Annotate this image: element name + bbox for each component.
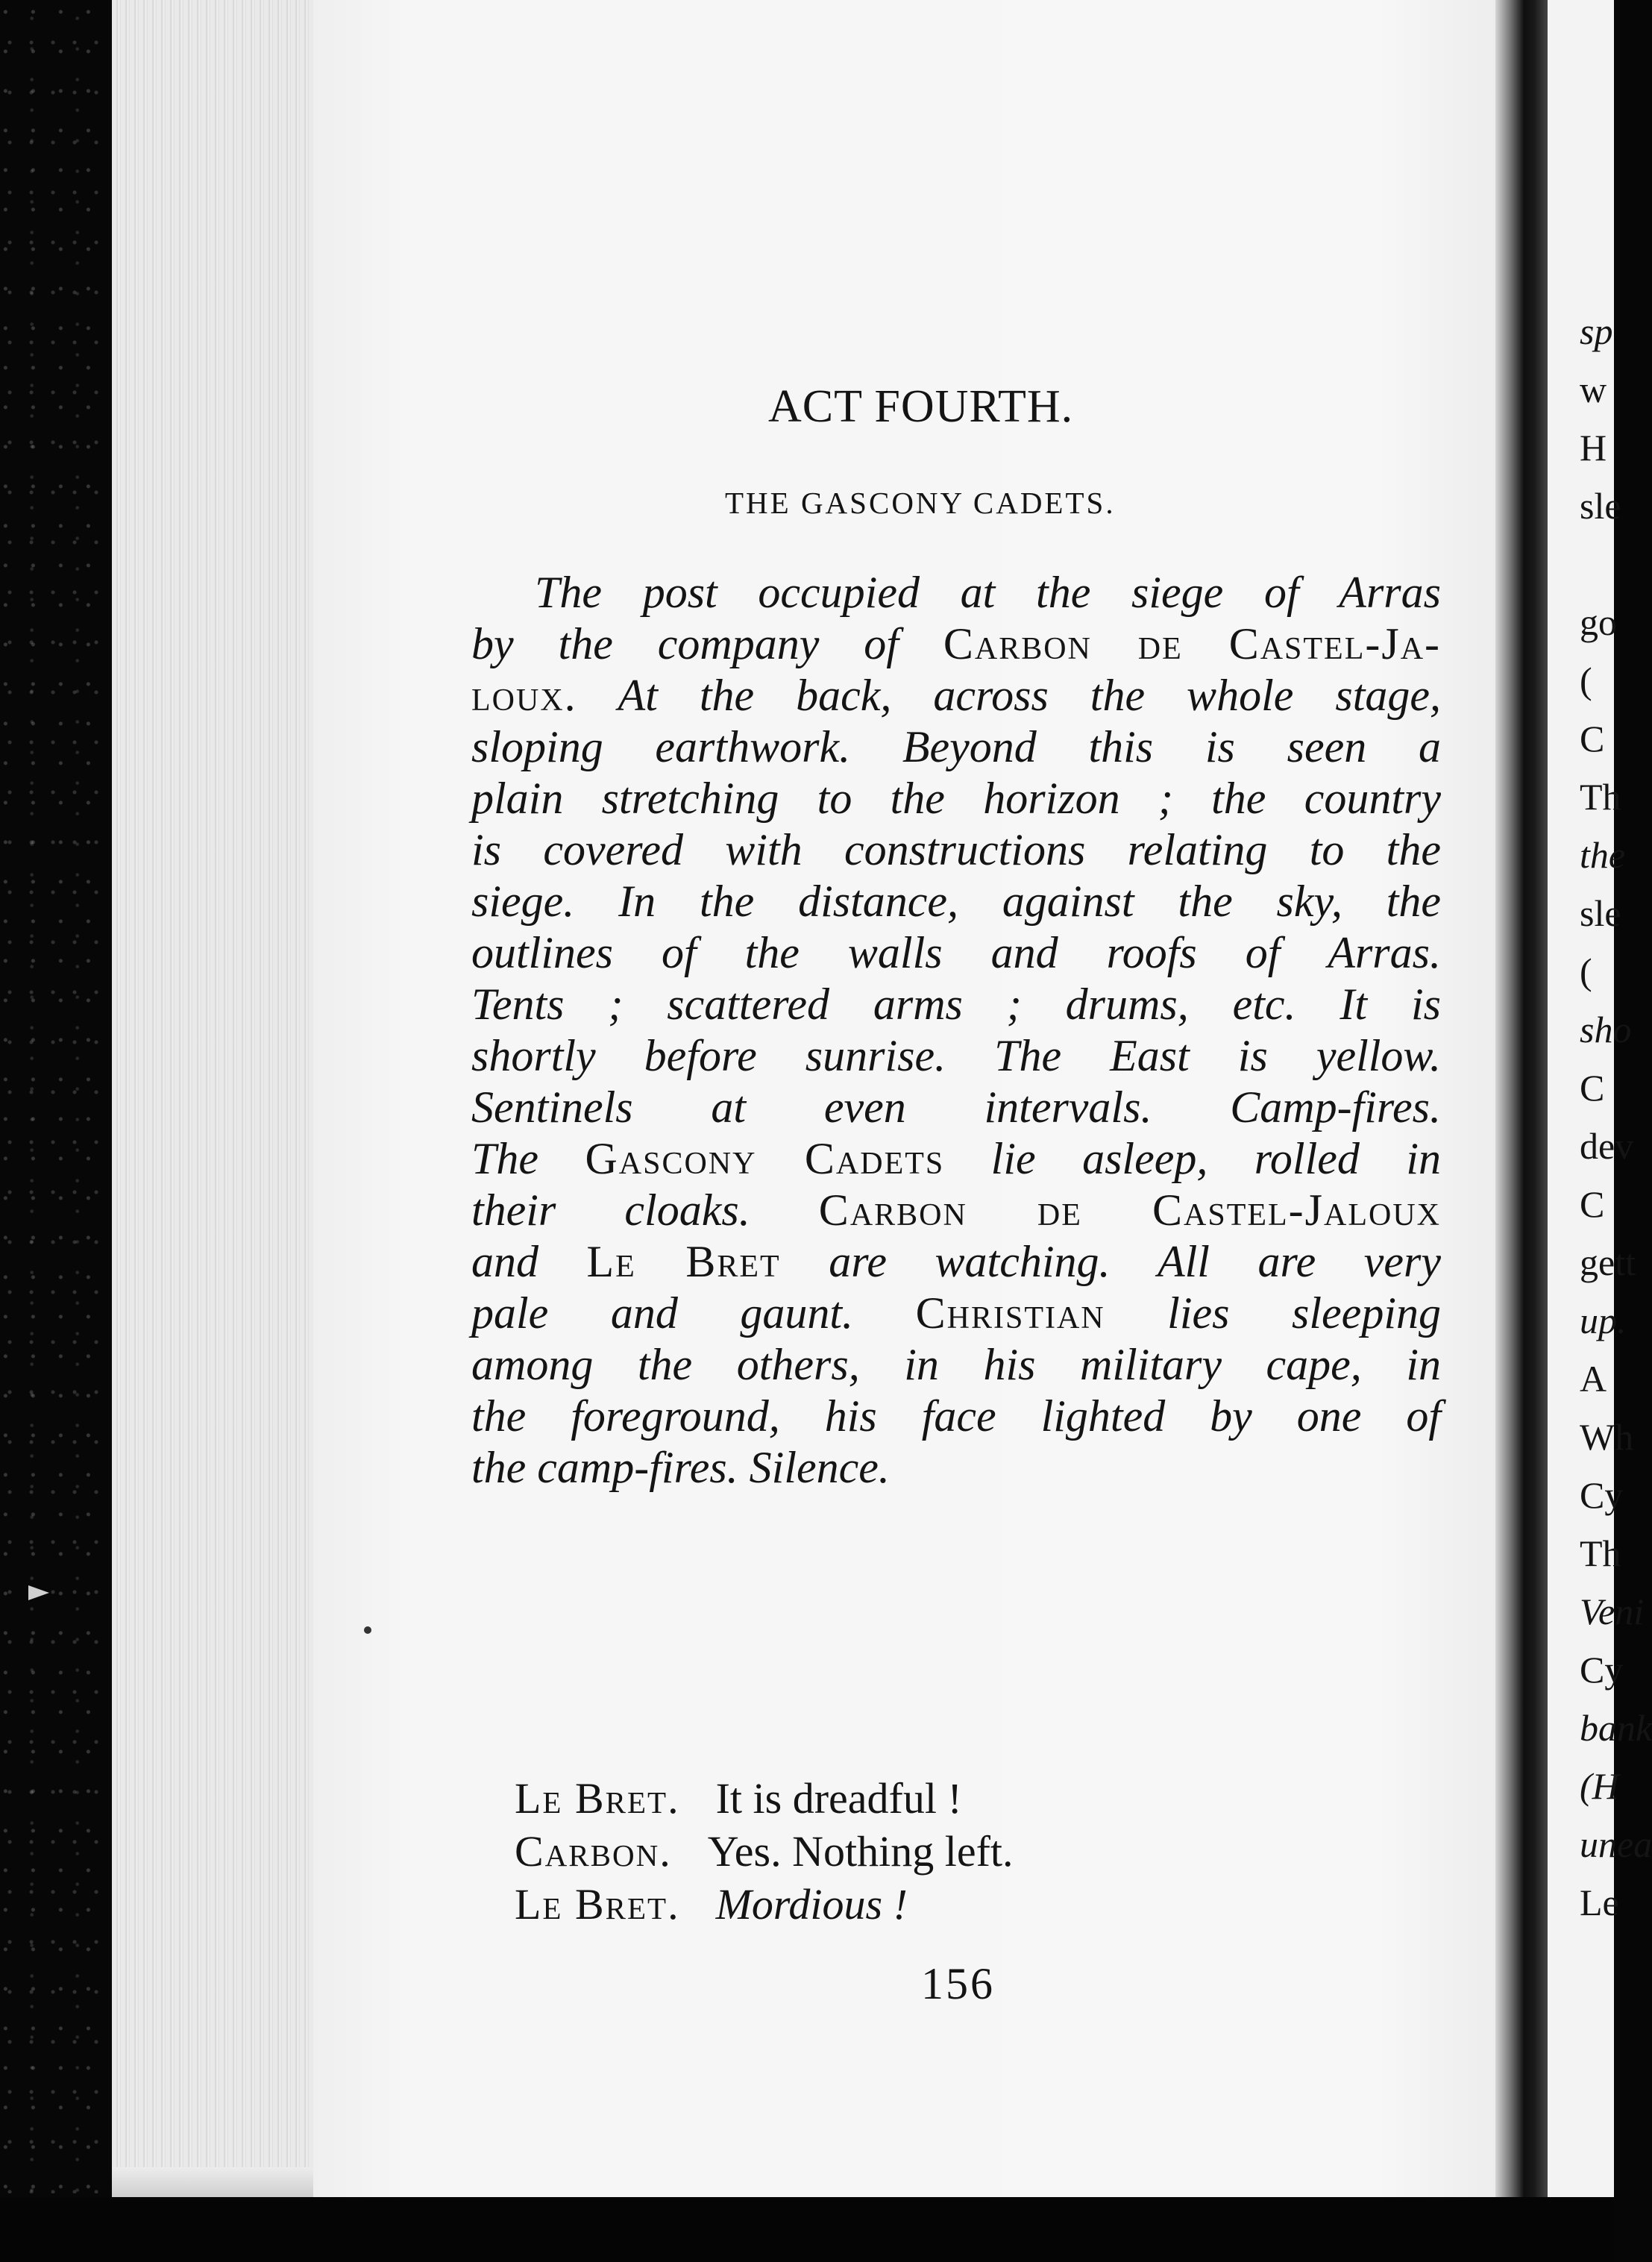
direction-text: the camp-fires. Silence. bbox=[471, 1443, 890, 1492]
book-gutter bbox=[1495, 0, 1548, 2197]
facing-page-fragment: dev bbox=[1580, 1125, 1634, 1167]
facing-page-fragment: w bbox=[1580, 369, 1607, 410]
page-edges bbox=[112, 0, 313, 2197]
direction-text: is covered with constructions relating to the bbox=[471, 825, 1441, 874]
direction-text: siege. In the distance, against the sky, the bbox=[471, 877, 1441, 926]
dialogue-line bbox=[515, 1825, 1014, 1878]
facing-page-fragment: Wh bbox=[1580, 1416, 1634, 1458]
stage-direction-line bbox=[471, 876, 1441, 927]
character-name: loux. bbox=[471, 671, 577, 720]
facing-page-fragment: ( bbox=[1580, 950, 1592, 992]
spoken-line: Yes. Nothing left. bbox=[707, 1827, 1014, 1876]
facing-page-fragment: gett bbox=[1580, 1241, 1636, 1283]
spoken-line: It is dreadful ! bbox=[715, 1774, 962, 1823]
stage-direction-line bbox=[471, 1133, 1441, 1185]
character-name: Christian bbox=[915, 1288, 1105, 1338]
direction-text: are watching. All are very bbox=[780, 1237, 1441, 1286]
facing-page-fragment: C bbox=[1580, 1183, 1605, 1225]
character-name: Carbon de Castel-Ja- bbox=[943, 619, 1442, 668]
facing-page-fragment: C bbox=[1580, 1067, 1605, 1109]
stage-direction-line bbox=[471, 824, 1441, 876]
facing-page-fragment: sle bbox=[1580, 892, 1621, 934]
stage-direction-line bbox=[471, 1339, 1441, 1391]
stage-direction-line bbox=[471, 721, 1441, 773]
character-name: Le Bret bbox=[586, 1237, 781, 1286]
speaker-name: Le Bret. bbox=[515, 1880, 680, 1929]
speaker-name: Le Bret. bbox=[515, 1774, 680, 1823]
facing-page-fragment: unea bbox=[1580, 1823, 1652, 1865]
scan-marker-icon bbox=[28, 1585, 49, 1600]
direction-text: Sentinels at even intervals. Camp-fires. bbox=[471, 1083, 1441, 1132]
facing-page-fragment: sho bbox=[1580, 1009, 1632, 1050]
direction-text: outlines of the walls and roofs of Arras. bbox=[471, 928, 1441, 977]
direction-text: shortly before sunrise. The East is yellow. bbox=[471, 1031, 1441, 1080]
facing-page-fragment: bank bbox=[1580, 1707, 1652, 1749]
speaker-name: Carbon. bbox=[515, 1827, 672, 1876]
direction-text: The bbox=[471, 1134, 585, 1183]
facing-page-fragment: C bbox=[1580, 718, 1605, 759]
spoken-line: Mordious ! bbox=[715, 1880, 908, 1929]
stage-direction-line bbox=[471, 618, 1441, 670]
facing-page-fragment: up. bbox=[1580, 1300, 1627, 1341]
facing-page-fragment bbox=[1580, 535, 1652, 593]
stage-direction-line bbox=[471, 670, 1441, 721]
dark-background bbox=[0, 0, 112, 2193]
stage-direction-line bbox=[471, 1082, 1441, 1133]
facing-page-fragment: A bbox=[1580, 1358, 1607, 1400]
facing-page-fragment: Th bbox=[1580, 1532, 1621, 1574]
stage-direction-line bbox=[471, 927, 1441, 979]
page-number: 156 bbox=[921, 1959, 995, 2008]
direction-text: At the back, across the whole stage, bbox=[577, 671, 1441, 720]
direction-text: pale and gaunt. bbox=[471, 1288, 916, 1338]
facing-page-fragment: go bbox=[1580, 601, 1617, 643]
stage-direction-line bbox=[471, 1391, 1441, 1442]
facing-page-fragment: H bbox=[1580, 427, 1607, 469]
stage-direction-line bbox=[471, 979, 1441, 1030]
direction-text: Tents ; scattered arms ; drums, etc. It is bbox=[471, 980, 1441, 1029]
character-name: Carbon de Castel-Jaloux bbox=[818, 1185, 1441, 1235]
facing-page-fragment: Le bbox=[1580, 1882, 1619, 1923]
ink-speck bbox=[364, 1626, 371, 1634]
direction-text: The post occupied at the siege of Arras bbox=[535, 568, 1441, 617]
facing-page-fragment: Veni bbox=[1580, 1591, 1645, 1632]
direction-text: plain stretching to the horizon ; the country bbox=[471, 774, 1441, 823]
direction-text: and bbox=[471, 1237, 587, 1286]
dialogue-line bbox=[515, 1878, 1014, 1931]
facing-page-fragment: the bbox=[1580, 834, 1626, 876]
direction-text: by the company of bbox=[471, 619, 943, 668]
stage-direction-line bbox=[471, 1288, 1441, 1339]
stage-direction-line bbox=[471, 1030, 1441, 1082]
direction-text: among the others, in his military cape, in bbox=[471, 1340, 1441, 1389]
facing-page-fragment: sle bbox=[1580, 485, 1621, 527]
act-title: ACT FOURTH. bbox=[768, 381, 1074, 432]
facing-page-fragment: sp bbox=[1580, 310, 1613, 352]
scan-bottom-border bbox=[0, 2197, 1614, 2262]
direction-text: lies sleeping bbox=[1105, 1288, 1441, 1338]
stage-direction-line bbox=[471, 773, 1441, 824]
direction-text: the foreground, his face lighted by one of bbox=[471, 1391, 1441, 1441]
facing-page-fragment: ( bbox=[1580, 660, 1592, 701]
stage-direction-line bbox=[471, 1236, 1441, 1288]
dialogue bbox=[515, 1772, 1014, 1931]
facing-page-fragment: Cy bbox=[1580, 1474, 1624, 1516]
stage-direction-line bbox=[471, 1185, 1441, 1236]
act-subtitle: THE GASCONY CADETS. bbox=[725, 486, 1116, 520]
facing-page-fragment: (H bbox=[1580, 1765, 1619, 1807]
facing-page-text bbox=[1580, 302, 1652, 1932]
stage-direction bbox=[471, 567, 1441, 1494]
stage-direction-line bbox=[471, 1442, 1441, 1494]
stage-direction-line bbox=[471, 567, 1441, 618]
character-name: Gascony Cadets bbox=[585, 1134, 945, 1183]
direction-text: lie asleep, rolled in bbox=[944, 1134, 1441, 1183]
direction-text: sloping earthwork. Beyond this is seen a bbox=[471, 722, 1441, 771]
facing-page-fragment: Cy bbox=[1580, 1649, 1624, 1691]
dialogue-line bbox=[515, 1772, 1014, 1825]
facing-page-fragment: Th bbox=[1580, 776, 1621, 818]
direction-text: their cloaks. bbox=[471, 1185, 819, 1235]
